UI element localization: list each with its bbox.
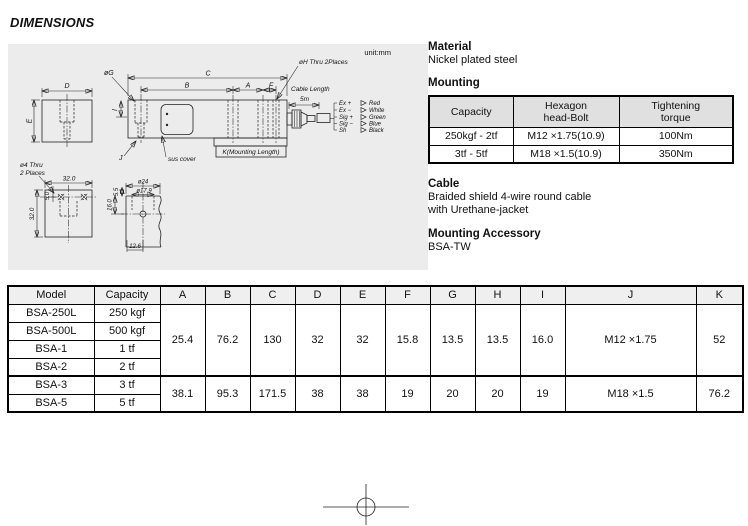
material-value: Nickel plated steel	[428, 54, 518, 66]
header-text: Hexagon	[544, 99, 588, 112]
mounting-heading: Mounting	[428, 77, 480, 89]
dim-cell-E: 38	[340, 376, 385, 412]
dim-cell-D: 38	[295, 376, 340, 412]
end-view	[27, 83, 93, 147]
col-header-D: D	[295, 286, 340, 304]
dia-G-label: øG	[104, 70, 114, 77]
dimensions-table	[7, 285, 744, 413]
dim-E-label: E	[26, 118, 34, 124]
wire-row	[334, 101, 381, 108]
outer-dia-dim: ø24	[137, 179, 149, 186]
registration-mark	[320, 483, 412, 526]
wire-row	[334, 115, 386, 122]
dim-cell-C: 130	[250, 304, 295, 376]
col-header-K: K	[696, 286, 743, 304]
dim-cell-C: 171.5	[250, 376, 295, 412]
load-cell-drawing	[8, 44, 428, 270]
cable-line1: Braided shield 4-wire round cable	[428, 191, 592, 203]
col-torque	[619, 96, 733, 127]
dim-F-label: F	[268, 82, 274, 90]
wire-signal: Sh	[339, 128, 347, 135]
dim-cell-H: 13.5	[475, 304, 520, 376]
page-title: DIMENSIONS	[10, 15, 95, 30]
bottom-width-dim: 12.6	[129, 244, 141, 250]
J-label: J	[119, 155, 123, 162]
dim-cell-E: 32	[340, 304, 385, 376]
dim-cell-K: 76.2	[696, 376, 743, 412]
dim-I-label: I	[112, 109, 119, 111]
wire-signal: Ex +	[339, 101, 352, 108]
header-text: head-Bolt	[543, 111, 589, 124]
wire-color: Black	[369, 128, 384, 135]
mounting-header-row	[429, 96, 733, 127]
capacity-cell: 1 tf	[94, 340, 160, 358]
wire-color: Green	[369, 115, 386, 122]
col-header-B: B	[205, 286, 250, 304]
bolt-cell: M12 ×1.75(10.9)	[513, 127, 619, 145]
col-header-model: Model	[8, 286, 94, 304]
capacity-cell: 3 tf	[94, 376, 160, 394]
hole-note-line1: ø4 Thru	[20, 162, 43, 169]
capacity-cell: 500 kgf	[94, 322, 160, 340]
table-header-row	[8, 286, 743, 304]
bottom-top-view	[19, 162, 97, 243]
dim-cell-F: 15.8	[385, 304, 430, 376]
cable-length-value: 5m	[300, 96, 310, 103]
col-capacity	[429, 96, 513, 127]
torque-cell: 350Nm	[619, 145, 733, 163]
col-header-I: I	[520, 286, 565, 304]
accessory-value: BSA-TW	[428, 241, 471, 253]
mounting-length-label: K(Mounting Length)	[222, 149, 280, 156]
cable-line2: with Urethane-jacket	[428, 204, 529, 216]
capacity-cell: 5 tf	[94, 394, 160, 412]
model-cell: BSA-1	[8, 340, 94, 358]
col-bolt	[513, 96, 619, 127]
col-header-G: G	[430, 286, 475, 304]
model-cell: BSA-250L	[8, 304, 94, 322]
dim-cell-F: 19	[385, 376, 430, 412]
dia-H-label: øH Thru 2Places	[299, 59, 348, 66]
bolt-cell: M18 ×1.5(10.9)	[513, 145, 619, 163]
offset-dim: 5.0	[45, 191, 51, 201]
dim-cell-J: M18 ×1.5	[565, 376, 696, 412]
width-dim: 32.0	[62, 175, 76, 183]
mounting-row	[429, 127, 733, 145]
mounting-row	[429, 145, 733, 163]
col-header-H: H	[475, 286, 520, 304]
dim-cell-B: 76.2	[205, 304, 250, 376]
dim-D-label: D	[64, 83, 70, 90]
col-header-F: F	[385, 286, 430, 304]
col-header-E: E	[340, 286, 385, 304]
dimensions-table-wrap	[7, 285, 744, 413]
wire-signal: Sig −	[339, 121, 353, 128]
header-text: torque	[660, 111, 691, 124]
col-header-C: C	[250, 286, 295, 304]
dim-cell-B: 95.3	[205, 376, 250, 412]
capacity-cell: 3tf - 5tf	[429, 145, 513, 163]
triangle-icon	[361, 121, 366, 126]
dim-cell-A: 38.1	[160, 376, 205, 412]
triangle-icon	[361, 128, 366, 133]
wire-color: Blue	[369, 121, 382, 128]
main-view	[104, 59, 349, 163]
sus-cover-label: sus cover	[168, 156, 196, 163]
dim-cell-J: M12 ×1.75	[565, 304, 696, 376]
height-dim: 32.0	[29, 207, 36, 221]
cable-heading: Cable	[428, 178, 460, 190]
cable-assembly	[287, 86, 330, 128]
material-heading: Material	[428, 41, 472, 53]
model-cell: BSA-2	[8, 358, 94, 376]
dim-cell-H: 20	[475, 376, 520, 412]
wire-color: White	[369, 108, 385, 115]
dim-cell-G: 13.5	[430, 304, 475, 376]
wire-row	[334, 128, 385, 135]
capacity-cell: 250 kgf	[94, 304, 160, 322]
dim-cell-A: 25.4	[160, 304, 205, 376]
detail-view	[108, 180, 166, 253]
wire-signal: Sig +	[339, 115, 353, 122]
mounting-table	[428, 95, 734, 164]
spec-info-column	[428, 40, 740, 254]
dim-cell-G: 20	[430, 376, 475, 412]
side-offset-dim: 16.0	[107, 199, 114, 211]
model-cell: BSA-3	[8, 376, 94, 394]
triangle-icon	[361, 108, 366, 113]
hole-note-line2: 2 Places	[20, 170, 45, 177]
triangle-icon	[361, 101, 366, 106]
model-cell: BSA-500L	[8, 322, 94, 340]
capacity-cell: 250kgf - 2tf	[429, 127, 513, 145]
sus-cover-plate	[161, 105, 193, 135]
col-header-J: J	[565, 286, 696, 304]
col-header-A: A	[160, 286, 205, 304]
dim-C-label: C	[205, 70, 211, 78]
wire-signal: Ex −	[339, 108, 352, 115]
dim-cell-I: 19	[520, 376, 565, 412]
dim-cell-K: 52	[696, 304, 743, 376]
dim-A-label: A	[245, 82, 251, 90]
wire-color: Red	[369, 101, 381, 108]
dim-cell-D: 32	[295, 304, 340, 376]
dim-B-label: B	[184, 82, 190, 90]
wire-row	[334, 121, 382, 128]
cable-length-label: Cable Length	[291, 86, 330, 93]
triangle-icon	[361, 115, 366, 120]
dim-cell-I: 16.0	[520, 304, 565, 376]
header-text: Capacity	[450, 105, 492, 118]
table-row	[8, 376, 743, 394]
inner-dia-dim: ø17.9	[136, 188, 152, 195]
header-text: Tightening	[651, 99, 701, 112]
technical-drawing-panel	[8, 44, 428, 270]
wire-legend	[330, 101, 386, 135]
wire-row	[334, 108, 385, 115]
accessory-heading: Mounting Accessory	[428, 228, 541, 240]
unit-label: unit:mm	[364, 48, 391, 57]
table-row	[8, 304, 743, 322]
top-offset-dim: 5.5	[114, 187, 120, 197]
model-cell: BSA-5	[8, 394, 94, 412]
capacity-cell: 2 tf	[94, 358, 160, 376]
torque-cell: 100Nm	[619, 127, 733, 145]
col-header-capacity: Capacity	[94, 286, 160, 304]
